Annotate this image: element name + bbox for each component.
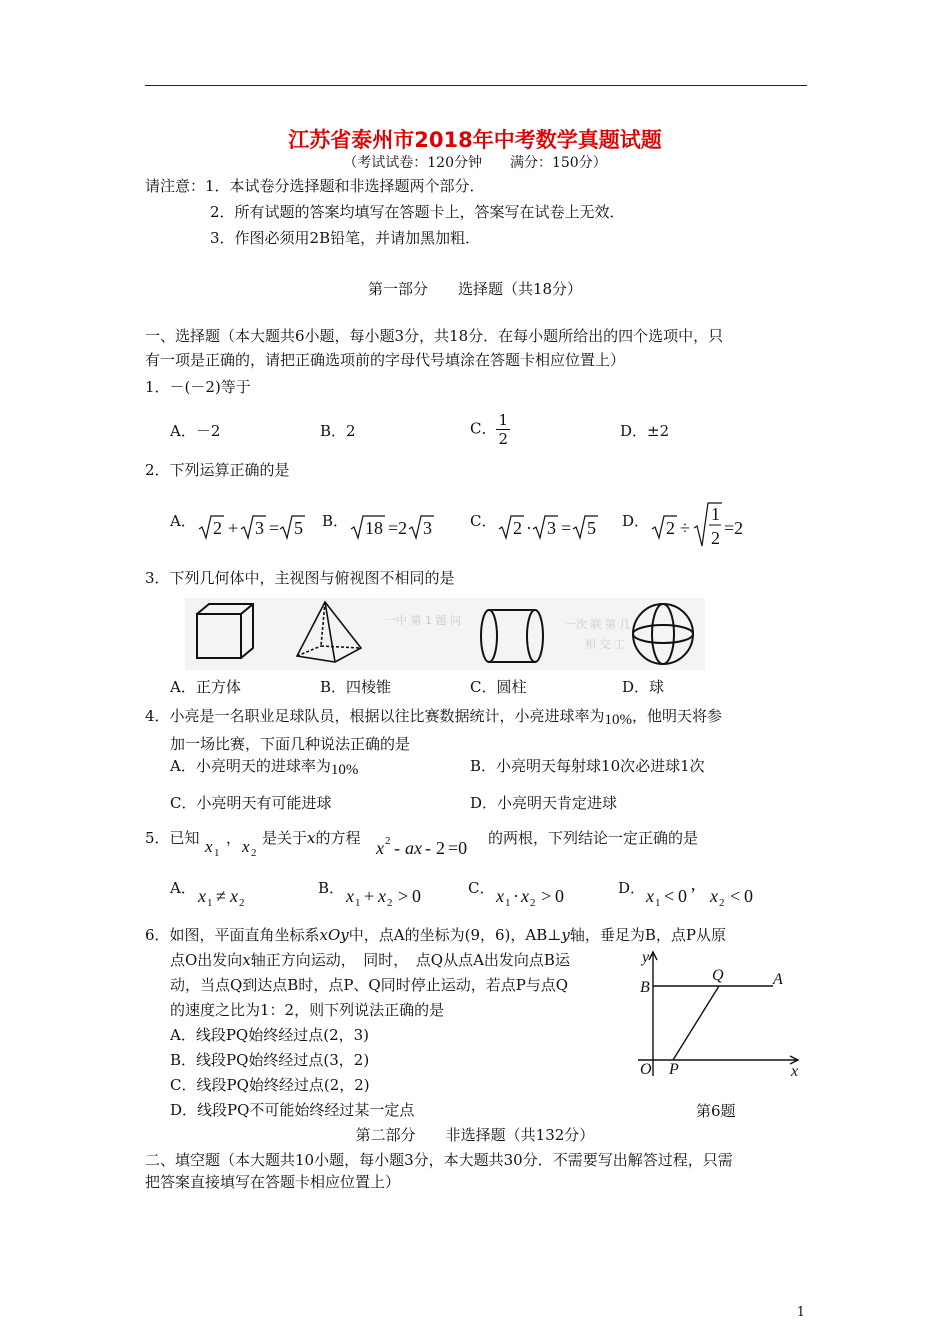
- q5-stem-c-text: 是关于: [262, 829, 308, 847]
- q1-option-b: B．2: [320, 422, 356, 440]
- svg-text:1: 1: [711, 504, 720, 524]
- svg-text:0: 0: [555, 886, 564, 906]
- q5-b-math: [344, 882, 429, 910]
- q5-equation: [374, 830, 486, 864]
- q5-x1-math: [204, 836, 226, 858]
- svg-text:3: 3: [255, 518, 264, 538]
- svg-text:0: 0: [744, 886, 753, 906]
- svg-text:3: 3: [423, 518, 432, 538]
- svg-text:-: -: [394, 838, 400, 858]
- q5-option-b-formula: [344, 882, 429, 914]
- segment-pq: [673, 986, 719, 1060]
- q6-line1-a: 6．如图，平面直角坐标系: [145, 926, 320, 944]
- q2-option-a-label: A．: [170, 512, 196, 530]
- q2-option-c-formula: [497, 512, 602, 546]
- part1-title: 第一部分 选择题（共18分）: [367, 280, 583, 298]
- part2-intro-line1: 二、填空题（本大题共10小题，每小题3分，本大题共30分．不需要写出解答过程，只需: [145, 1151, 733, 1169]
- svg-text:=2: =2: [724, 518, 744, 538]
- q2-a-math: [197, 512, 307, 542]
- q5-d-math: [644, 882, 762, 910]
- svg-text:x: x: [242, 837, 250, 856]
- q6-line1-b: 中，点A的坐标为(9，6)，AB⊥: [348, 926, 562, 944]
- svg-text:18: 18: [365, 518, 383, 538]
- q2-b-math: [349, 512, 439, 542]
- q1-fraction-den: 2: [498, 430, 509, 448]
- q4-option-b: B．小亮明天每射球10次必进球1次: [470, 757, 705, 775]
- q6-line2-b: 轴正方向运动， 同时， 点Q从点A出发向点B运: [250, 951, 570, 969]
- svg-text:1: 1: [655, 897, 661, 909]
- q4-option-a-text: A．小亮明天的进球率为: [170, 757, 331, 775]
- q5-option-a-formula: [196, 882, 256, 914]
- q4-option-c: C．小亮明天有可能进球: [170, 794, 332, 812]
- svg-text:1: 1: [355, 897, 361, 909]
- q4-stem-a: 4．小亮是一名职业足球队员，根据以往比赛数据统计，小亮进球率为: [145, 707, 605, 725]
- svg-text:ax: ax: [405, 838, 422, 858]
- svg-text:2: 2: [719, 897, 725, 909]
- q4-option-a-rate: 10%: [330, 762, 359, 778]
- svg-text:x: x: [205, 837, 213, 856]
- q2-option-d-formula: [650, 500, 755, 554]
- svg-text:x: x: [376, 838, 384, 858]
- svg-text:’: ’: [690, 884, 696, 904]
- svg-text:=0: =0: [448, 838, 468, 858]
- svg-text:3: 3: [547, 518, 556, 538]
- q5-c-math: [494, 882, 574, 910]
- q5-option-a-label: A．: [170, 879, 196, 897]
- svg-text:2: 2: [385, 835, 391, 847]
- q2-option-b-formula: [349, 512, 439, 546]
- q6-line2-a: 点O出发向: [170, 951, 243, 969]
- q3-option-b: B．四棱锥: [320, 678, 392, 696]
- svg-text:x: x: [496, 886, 504, 906]
- notice-item-3: 3．作图必须用2B铅笔，并请加黑加粗．: [210, 229, 481, 247]
- svg-text:x: x: [710, 886, 718, 906]
- svg-text:一次 联 第 几: 一次 联 第 几: [565, 618, 631, 631]
- q5-option-c-formula: [494, 882, 574, 914]
- q5-stem-a: 5．已知: [145, 829, 200, 847]
- part2-title: 第二部分 非选择题（共132分）: [355, 1126, 595, 1144]
- fig-label-o: O: [640, 1061, 652, 1078]
- svg-text:>: >: [398, 886, 409, 906]
- q4-option-d: D．小亮明天肯定进球: [470, 794, 618, 812]
- q2-option-a-formula: [197, 512, 307, 546]
- q1-fraction: [496, 411, 510, 448]
- svg-text:2: 2: [387, 897, 393, 909]
- q1-stem: 1．－(－2)等于: [145, 378, 251, 396]
- q6-option-c: C．线段PQ始终经过点(2，2): [170, 1076, 370, 1094]
- q2-option-d-label: D．: [622, 512, 650, 530]
- svg-text:+: +: [228, 518, 239, 538]
- svg-text:1: 1: [505, 897, 511, 909]
- svg-text:5: 5: [587, 518, 596, 538]
- svg-text:相 交 工: 相 交 工: [585, 638, 625, 651]
- paper-subtitle: （考试试卷：120分钟 满分：150分）: [343, 155, 607, 171]
- q3-option-d: D．球: [622, 678, 665, 696]
- svg-text:·: ·: [526, 518, 532, 538]
- notice-item-1: 1．本试卷分选择题和非选择题两个部分．: [205, 177, 485, 195]
- q3-option-c: C．圆柱: [470, 678, 527, 696]
- q4-rate: 10%: [604, 712, 633, 728]
- q2-option-b-label: B．: [322, 512, 349, 530]
- svg-text:2: 2: [213, 518, 222, 538]
- q1-fraction-num: 1: [498, 411, 509, 429]
- q5-option-c-label: C．: [468, 879, 495, 897]
- q5-x1: [204, 836, 226, 862]
- q1-option-c: [470, 411, 510, 448]
- svg-text:x: x: [378, 886, 386, 906]
- part1-intro-line2: 有一项是正确的，请把正确选项前的字母代号填涂在答题卡相应位置上）: [145, 351, 626, 369]
- q5-var-x: x: [307, 829, 316, 847]
- svg-text:=2: =2: [388, 518, 408, 538]
- svg-text:x: x: [346, 886, 354, 906]
- svg-text:-: -: [425, 838, 431, 858]
- q5-option-b-label: B．: [318, 879, 345, 897]
- q3-figures: [185, 598, 705, 670]
- paper-title: 江苏省泰州市2018年中考数学真题试题: [288, 128, 662, 152]
- fig-label-b: B: [640, 979, 650, 996]
- svg-text:2: 2: [436, 838, 445, 858]
- q5-option-d-label: D．: [618, 879, 646, 897]
- svg-text:x: x: [198, 886, 206, 906]
- q6-line1: [145, 925, 726, 945]
- q5-x2-math: [241, 836, 263, 858]
- fig-label-q: Q: [712, 967, 724, 984]
- page-number: 1: [796, 1305, 805, 1320]
- q6-xoy: xOy: [319, 926, 349, 944]
- q4-stem-b: ，他明天将参: [632, 707, 723, 725]
- q4-stem-line2: 加一场比赛，下面几种说法正确的是: [170, 735, 411, 753]
- notice-item-2: 2．所有试题的答案均填写在答题卡上，答案写在试卷上无效．: [210, 203, 625, 221]
- q4-stem-line1: [145, 706, 722, 727]
- q6-var-y: y: [561, 926, 570, 944]
- q6-figure: [628, 948, 808, 1083]
- q5-a-math: [196, 882, 256, 910]
- q5-stem-d-text: 的方程: [315, 829, 361, 847]
- notice-label: 请注意：: [145, 177, 206, 195]
- q1-option-c-label: C．: [470, 419, 497, 438]
- fig-label-y: y: [642, 949, 650, 966]
- q3-option-a: A．正方体: [170, 678, 241, 696]
- svg-text:=: =: [561, 518, 572, 538]
- svg-text:一中 第 1 题 问: 一中 第 1 题 问: [385, 614, 461, 627]
- q6-option-b: B．线段PQ始终经过点(3，2): [170, 1051, 370, 1069]
- svg-text:≠: ≠: [216, 886, 226, 906]
- svg-text:·: ·: [513, 886, 519, 906]
- fig-label-a: A: [773, 971, 783, 988]
- q6-line4: 的速度之比为1：2，则下列说法正确的是: [170, 1001, 445, 1019]
- part2-intro-line2: 把答案直接填写在答题卡相应位置上）: [145, 1173, 401, 1191]
- q6-line3: 动，当点Q到达点B时，点P、Q同时停止运动，若点P与点Q: [170, 976, 569, 994]
- q5-x2: [241, 836, 263, 862]
- q6-coordinate-figure: [628, 948, 808, 1083]
- svg-text:÷: ÷: [680, 518, 690, 538]
- svg-text:1: 1: [214, 847, 220, 858]
- svg-text:<: <: [730, 886, 741, 906]
- svg-text:5: 5: [294, 518, 303, 538]
- svg-text:0: 0: [412, 886, 421, 906]
- svg-text:2: 2: [251, 847, 257, 858]
- svg-text:x: x: [646, 886, 654, 906]
- part1-intro-line1: 一、选择题（本大题共6小题，每小题3分，共18分．在每小题所给出的四个选项中，只: [145, 327, 724, 345]
- svg-text:2: 2: [239, 897, 245, 909]
- svg-text:2: 2: [513, 518, 522, 538]
- q6-option-d: D．线段PQ不可能始终经过某一定点: [170, 1101, 415, 1119]
- q1-option-a: A．－2: [170, 422, 221, 440]
- q5-option-d-formula: [644, 882, 762, 914]
- q5-stem-b: ，: [226, 829, 242, 847]
- q6-caption: 第6题: [696, 1102, 736, 1120]
- q6-line1-c: 轴，垂足为B，点P从原: [569, 926, 726, 944]
- svg-text:+: +: [364, 886, 375, 906]
- header-rule: [145, 85, 807, 86]
- q2-option-c-label: C．: [470, 512, 497, 530]
- q4-option-a: [170, 755, 358, 776]
- q3-stem: 3．下列几何体中，主视图与俯视图不相同的是: [145, 569, 455, 587]
- svg-text:2: 2: [666, 518, 675, 538]
- fig-label-p: P: [669, 1061, 679, 1078]
- q6-line2: [170, 950, 570, 970]
- q2-d-math: [650, 500, 755, 550]
- q2-c-math: [497, 512, 602, 542]
- fig-label-x: x: [791, 1063, 799, 1080]
- svg-text:>: >: [541, 886, 552, 906]
- svg-text:x: x: [521, 886, 529, 906]
- svg-text:x: x: [230, 886, 238, 906]
- svg-text:0: 0: [678, 886, 687, 906]
- svg-text:2: 2: [530, 897, 536, 909]
- q5-equation-math: [374, 830, 486, 860]
- notice: [145, 176, 485, 196]
- svg-text:<: <: [664, 886, 675, 906]
- q5-stem-c: [262, 828, 361, 848]
- svg-text:=: =: [269, 518, 280, 538]
- q3-solids-svg: [185, 598, 705, 670]
- q1-option-d: D．±2: [620, 422, 670, 440]
- q6-var-x: x: [242, 951, 251, 969]
- svg-text:2: 2: [711, 528, 720, 548]
- q5-stem-e: 的两根，下列结论一定正确的是: [488, 829, 699, 847]
- q6-option-a: A．线段PQ始终经过点(2，3): [170, 1026, 370, 1044]
- q2-stem: 2．下列运算正确的是: [145, 461, 290, 479]
- svg-text:1: 1: [207, 897, 213, 909]
